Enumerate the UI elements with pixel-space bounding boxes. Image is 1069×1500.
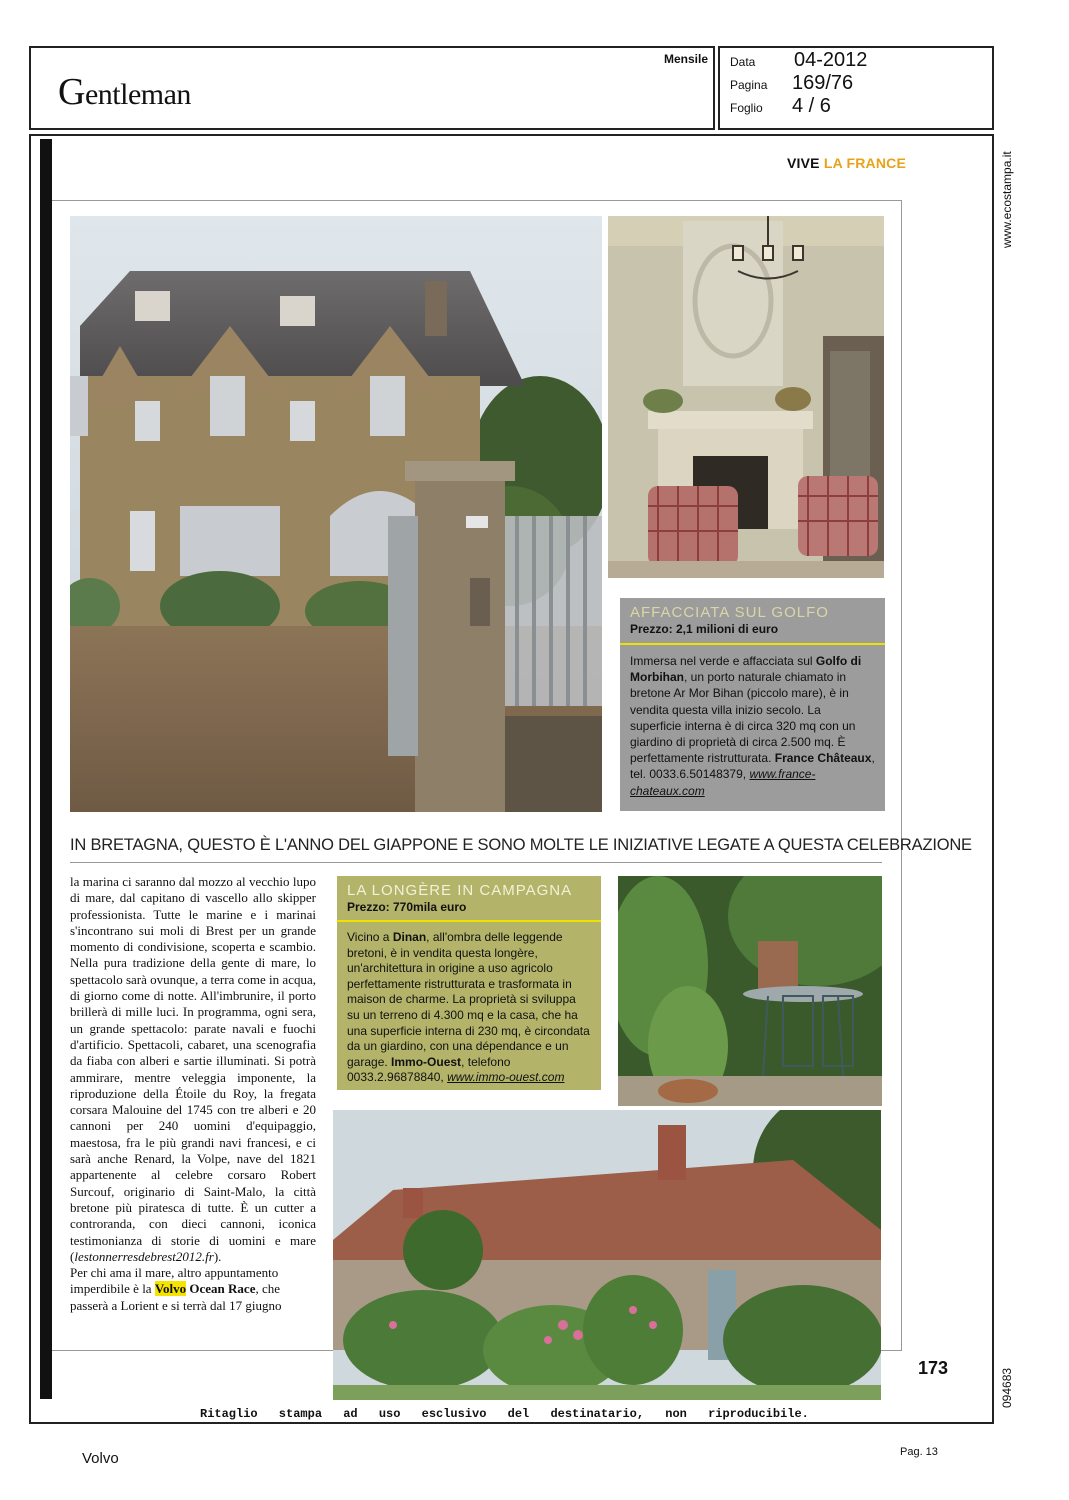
scan-edge [40,139,52,1399]
villa-photo [70,216,602,812]
footer-keyword: Volvo [82,1450,119,1467]
website-watermark: www.ecostampa.it [1000,151,1014,248]
longere-illustration [333,1110,881,1400]
page-number: 173 [918,1358,949,1378]
listing-box-longere [337,876,601,1090]
longere-photo [333,1110,881,1400]
date-label: Data [730,55,756,69]
article-body [70,874,316,1314]
interior-illustration [608,216,884,578]
publication-logo: Gentleman [58,71,191,113]
listing-price: Prezzo: 770mila euro [347,900,467,914]
date-value: 04-2012 [794,49,868,71]
keyword-highlight: Volvo [154,1281,187,1297]
page-label: Pagina [730,78,768,92]
yellow-rule [620,643,885,645]
listing-title: LA LONGÈRE IN CAMPAGNA [347,882,573,899]
listing-link[interactable]: www.france-chateaux.com [630,767,816,798]
page-border-right [901,200,902,1350]
article-paragraph-1: la marina ci saranno dal mozzo al vecchio lupo di mare, dal capitano di vascello allo skipper professionista. Tutte le marine e i marinai s'incontrano sui moli di Brest per un grande momento di condivisione, scoperta e scambio. Nella pura tradizione della gente di mare, lo spettacolo sarà ovunque, a terra come in acqua, di giorno come di notte. All'imbrunire, il porto brillerà di mille luci. In programma, ogni sera, un grande spettacolo: parate navali e fuochi d'artificio. Spettacoli, cabaret, una scenografia da fiaba con alberi e sartie illuminati. Si potrà ammirare, mentre veleggia imponente, la riproduzione della Étoile du Roy, la fregata corsara Malouine del 1745 con tre alberi e 20 cannoni per 240 uomini d'equipaggio, maestosa, fra le più grandi navi francesi, e ci sarà anche Renard, la Volpe, nave del 1821 appartenente al celebre corsaro Robert Surcouf, originario di Saint-Malo, la città bretone più piratesca di tutte. È un cutter a controranda, con dieci cannoni, iconica testimonianza di storie di uomini e mare (lestonnerresdebrest2012.fr). [70,874,316,1264]
reproduction-notice: Ritaglio stampa ad uso esclusivo del destinatario, non riproducibile. [200,1407,809,1421]
section-label: VIVE LA FRANCE [787,155,906,171]
listing-price: Prezzo: 2,1 milioni di euro [630,622,779,636]
periodicity: Mensile [664,52,709,66]
page-value: 169/76 [792,72,854,94]
article-paragraph-2: Per chi ama il mare, altro appuntamento imperdibile è la Volvo Ocean Race, che passerà a Lorient e si terrà dal 17 giugno [70,1265,282,1313]
garden-illustration [618,876,882,1106]
interior-photo [608,216,884,578]
yellow-rule [337,920,601,922]
footer-page: Pag. 13 [900,1446,938,1458]
page-border-line [52,200,902,201]
listing-title: AFFACCIATA SUL GOLFO [630,604,829,621]
sheet-label: Foglio [730,101,763,115]
listing-link[interactable]: www.immo-ouest.com [447,1070,565,1085]
headline-banner: IN BRETAGNA, QUESTO È L'ANNO DEL GIAPPONE E SONO MOLTE LE INIZIATIVE LEGATE A QUESTA CELEBRAZIONE [70,836,972,854]
listing-box-golfo [620,598,885,811]
listing-description: Immersa nel verde e affacciata sul Golfo di Morbihan, un porto naturale chiamato in bretone Ar Mor Bihan (piccolo mare), è in vendita questa villa inizio secolo. La superficie interna è di circa 320 mq con un giardino di proprietà di circa 2.500 mq. È perfettamente ristrutturata. France Châteaux, tel. 0033.6.50148379, www.france-chateaux.com [630,654,875,798]
section-label-highlight: LA FRANCE [823,155,906,171]
banner-rule [70,862,882,863]
listing-description: Vicino a Dinan, all'ombra delle leggende bretoni, è in vendita questa longère, un'architettura in origine a uso agricolo perfettamente ristrutturata e trasformata in maison de charme. La proprietà si sviluppa su un terreno di 4.300 mq e la casa, che ha una superficie interna di 230 mq, è circondata da un giardino, con una dépendance e un garage. Immo-Ouest, telefono 0033.2.96878840, www.immo-ouest.com [347,930,590,1085]
clipping-code: 094683 [1000,1367,1014,1408]
garden-photo [618,876,882,1106]
sheet-value: 4 / 6 [792,95,831,117]
villa-illustration [70,216,602,812]
